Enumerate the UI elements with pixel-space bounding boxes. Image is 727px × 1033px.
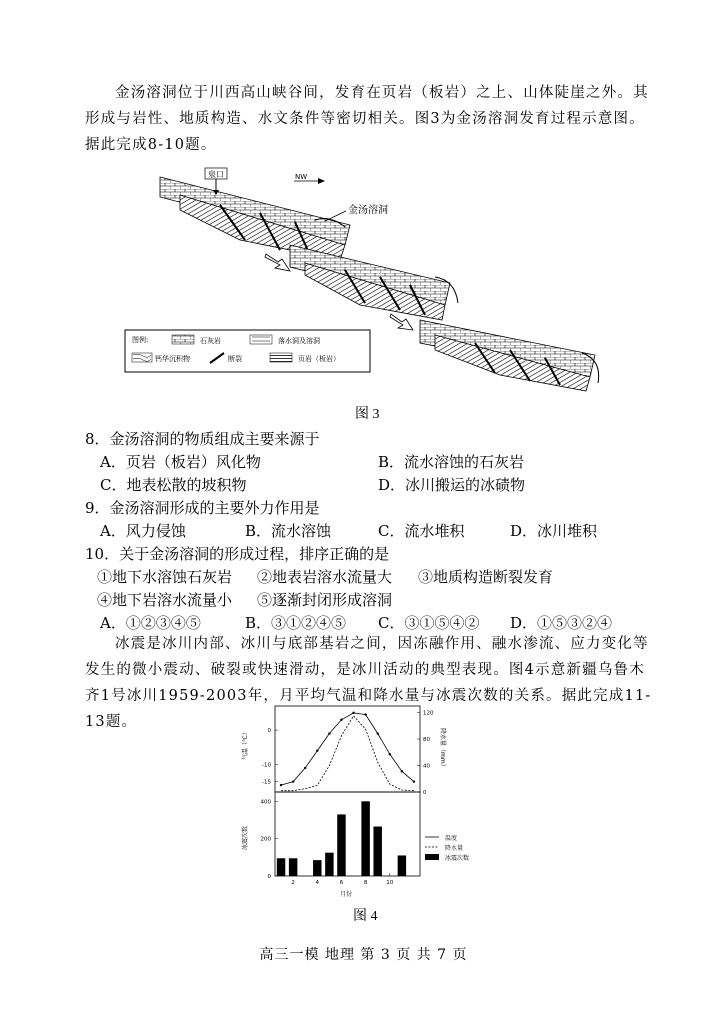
- intro-paragraph-2: 冰震是冰川内部、冰川与底部基岩之间，因冻融作用、融水渗流、应力变化等发生的微小震动、破裂或快速滑动，是冰川活动的典型表现。图4示意新疆乌鲁木齐1号冰川1959-2003年，月平均气温和降水量与冰震次数的关系。据此完成11-13题。: [85, 636, 652, 730]
- q10-statement-1: ①地下水溶蚀石灰岩: [97, 568, 233, 586]
- quake-bar: [337, 814, 345, 876]
- q10-statement-4: ④地下岩溶水流量小: [97, 591, 233, 609]
- intro-paragraph-1: 金汤溶洞位于川西高山峡谷间，发育在页岩（板岩）之上、山体陡崖之外。其形成与岩性、地质构造、水文条件等密切相关。图3为金汤溶洞发育过程示意图。据此完成8-10题。: [85, 85, 649, 153]
- legend-shale: 页岩（板岩）: [298, 355, 340, 363]
- temperature-point: [292, 780, 294, 782]
- q10-option-d: D．①⑤③②④: [510, 614, 613, 632]
- diagram-block-stage-1: [160, 177, 350, 260]
- q10-option-b: B．③①②④⑤: [245, 614, 347, 632]
- top-right-ylabel: 降水量（mm）: [439, 728, 446, 770]
- right-tick-label: 40: [423, 763, 430, 770]
- q8-option-c: C．地表松散的坡积物: [100, 476, 247, 494]
- q10-statement-5: ⑤逐渐封闭形成溶洞: [257, 591, 393, 609]
- temperature-point: [316, 750, 318, 752]
- q8-option-b: B．流水溶蚀的石灰岩: [378, 453, 525, 471]
- spring-label: 泉口: [208, 170, 224, 179]
- left-tick-label: 0: [267, 728, 271, 735]
- top-left-ylabel: 气温（℃）: [242, 729, 249, 760]
- temperature-point: [377, 732, 379, 734]
- temperature-point: [352, 712, 354, 714]
- q9-option-c: C．流水堆积: [378, 522, 465, 540]
- q8-option-d: D．冰川搬运的冰碛物: [378, 476, 526, 494]
- left-tick-label: -10: [262, 762, 271, 769]
- q10-option-a: A．①②③④⑤: [100, 614, 201, 632]
- figure-4-legend: [425, 834, 469, 862]
- precipitation-line: [281, 716, 414, 791]
- x-tick-label: 8: [363, 880, 368, 886]
- bottom-tick-label: 0: [267, 874, 271, 880]
- cave-label: 金汤溶洞: [348, 205, 388, 216]
- q8-option-a: A．页岩（板岩）风化物: [100, 453, 261, 471]
- quake-bar: [373, 827, 381, 876]
- q10-statement-3: ③地质构造断裂发育: [418, 568, 554, 586]
- temperature-point: [304, 767, 306, 769]
- figure-4-caption: 图 4: [353, 909, 378, 924]
- left-tick-label: -15: [262, 779, 271, 786]
- stage-arrow-2: [390, 314, 413, 330]
- figure-3-legend: [125, 330, 370, 372]
- legend-quakes: 冰震次数: [445, 855, 470, 862]
- bottom-ylabel: 冰震次数: [242, 825, 249, 850]
- temperature-point: [413, 780, 415, 782]
- q9-option-b: B．流水溶蚀: [245, 522, 332, 540]
- stage-arrow-1: [265, 254, 290, 271]
- quake-bar: [398, 855, 406, 876]
- legend-fault: 断裂: [228, 355, 242, 363]
- top-panel-frame: [275, 706, 420, 792]
- figure-3-diagram: [120, 165, 620, 395]
- temperature-line: [281, 713, 414, 785]
- x-tick-label: 4: [315, 880, 320, 886]
- x-tick-label: 10: [386, 880, 394, 886]
- temperature-point: [340, 719, 342, 721]
- legend-cave: 落水洞及溶洞: [278, 337, 320, 345]
- legend-title: 图例:: [132, 336, 149, 344]
- right-tick-label: 0: [423, 790, 427, 796]
- q10-statement-2: ②地表岩溶水流量大: [257, 568, 393, 586]
- legend-temp: 温度: [445, 835, 458, 842]
- bottom-tick-label: 200: [260, 836, 271, 843]
- q8-stem: 8．金汤溶洞的物质组成主要来源于: [85, 430, 320, 448]
- q10-stem: 10．关于金汤溶洞的形成过程，排序正确的是: [85, 545, 390, 563]
- direction-label: NW: [295, 173, 308, 181]
- temperature-point: [328, 732, 330, 734]
- q9-option-d: D．冰川堆积: [510, 522, 598, 540]
- quake-bar: [277, 858, 285, 876]
- figure-4-chart: [235, 700, 495, 900]
- x-tick-label: 2: [291, 880, 295, 886]
- q9-option-a: A．风力侵蚀: [100, 522, 186, 540]
- quake-bar: [325, 853, 333, 876]
- quake-bar: [361, 801, 369, 876]
- temperature-point: [401, 770, 403, 772]
- legend-limestone: 石灰岩: [200, 337, 221, 345]
- right-tick-label: 120: [423, 710, 434, 717]
- temperature-point: [389, 753, 391, 755]
- temperature-point: [364, 713, 366, 715]
- diagram-block-stage-2: [290, 245, 458, 320]
- page-footer: 高三一模 地理 第 3 页 共 7 页: [259, 947, 468, 963]
- diagram-block-stage-3: [420, 320, 599, 391]
- q9-stem: 9．金汤溶洞形成的主要外力作用是: [85, 499, 320, 517]
- legend-travertine: 钙华沉积物: [155, 355, 190, 363]
- right-tick-label: 80: [423, 737, 430, 744]
- x-axis-label: 月份: [340, 891, 353, 898]
- temperature-point: [280, 784, 282, 786]
- bottom-tick-label: 400: [260, 799, 271, 806]
- legend-precip: 降水量: [445, 845, 464, 852]
- figure-3-caption: 图 3: [355, 407, 380, 422]
- q10-option-c: C．③①⑤④②: [378, 614, 480, 632]
- x-tick-label: 6: [339, 880, 344, 886]
